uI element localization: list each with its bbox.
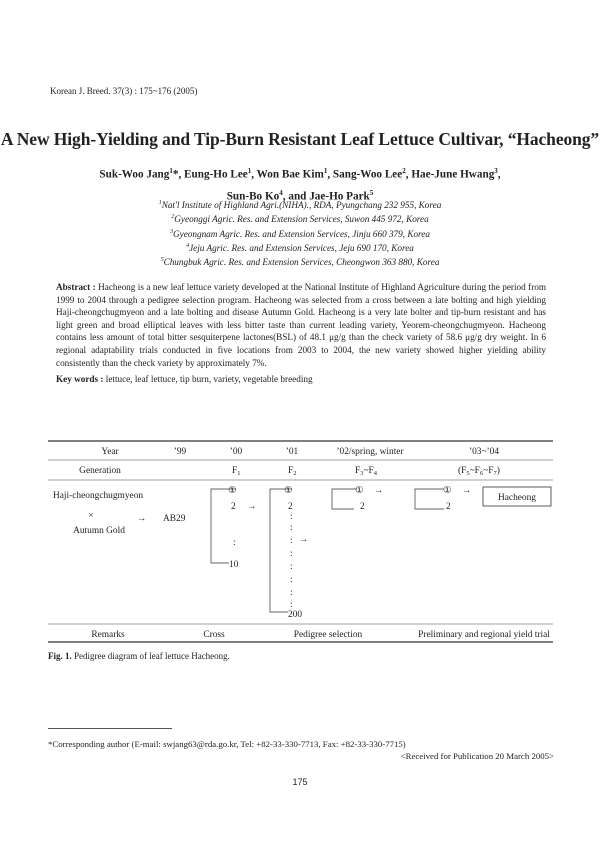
generation-f1 [232,466,240,477]
dot-colon: : [290,512,293,522]
abstract-label: Abstract : [56,282,96,292]
dot-colon: : [290,523,293,533]
journal-citation: Korean J. Breed. 37(3) : 175~176 (2005) [50,86,198,96]
gen-sub: 2 [293,470,297,477]
year-header: Year [101,447,119,457]
dot-colon: : [290,549,293,559]
abstract-text: Hacheong is a new leaf lettuce variety developed at the National Institute of Highland Agriculture during the period from 1999 to 2004 through a pedigree selection program. Hacheong was selected from a cross between a late bolting and high yielding Haji-cheongchugmyeon and a late bolting and disease Autumn Gold. Hacheong is a very late bolter and tip-burn resistant and has light green and broad elliptical leaves with less bitter taste than current leading variety, Yeorem-cheongchugmyeon. Hacheong contains less amount of total bitter sesquiterpene lactones(BSL) of 48.1 μg/g than the check variety of 58.6 μg/g dry weight. In 6 regional adaptability trials conducted in five locations from 2003 to 2004, the new variety showed higher yielding ability consistently than the check variety by approximately 7%. [56,282,546,368]
affil-number: 2 [171,214,175,221]
footnote-rule [48,728,172,729]
keywords-text: lettuce, leaf lettuce, tip burn, variety, vegetable breeding [103,374,313,384]
caption-label: Fig. 1. [48,651,72,661]
cross-arrow: → [137,514,147,524]
bracket-f1 [211,489,236,563]
gen-letter: ~F [363,466,374,476]
author: Suk-Woo Jang [99,168,170,181]
line-10: 10 [229,560,239,570]
selection-circle-one: ① [284,486,293,496]
line-2: 2 [288,502,293,512]
selection-circle-one: ① [228,486,237,496]
ellipsis-colon: : [233,538,236,548]
remarks-cross: Cross [203,630,225,640]
parent-haji: Haji-cheongchugmyeon [53,491,144,501]
gen-letter: (F [458,466,467,476]
gen-sub: 6 [479,470,484,477]
author-separator: , and [282,190,310,203]
arrow: → [462,486,472,496]
gen-letter: ~F [469,466,480,476]
author-affil-mark: 4 [279,188,283,197]
author-affil-mark: 1 [247,167,252,175]
author-separator: , [327,168,333,181]
cross-result-ab29: AB29 [163,514,186,524]
dot-colon: : [290,600,293,610]
author: Eung-Ho Lee [184,168,248,181]
page-number: 175 [292,777,308,787]
author-separator: *, [172,168,185,181]
affil-text: Nat'l Institute of Highland Agri.(NIHA)., RDA, Pyungchang 232 955, Korea [161,200,442,211]
line-2: 2 [446,502,451,512]
remarks-pedigree: Pedigree selection [293,630,363,640]
year-00: ’00 [229,447,243,457]
gen-sub: 3 [360,470,364,477]
year-01: ’01 [285,447,299,457]
caption-text: Pedigree diagram of leaf lettuce Hacheong. [71,651,230,661]
year-03-04: ’03~’04 [468,447,500,457]
gen-sub: 7 [493,470,497,477]
dotted-ellipsis [290,512,293,610]
generation-f2 [288,466,296,477]
author-affil-mark: 1 [323,167,328,175]
author: Sun-Bo Ko [226,190,280,203]
gen-letter: F [355,466,361,476]
remarks-trial: Preliminary and regional yield trial [418,630,550,640]
author-separator: , [497,168,501,181]
parent-autumn-gold: Autumn Gold [73,526,125,536]
author: Hae-June Hwang [411,168,495,181]
generation-f3-f4 [355,466,378,477]
year-99: ’99 [173,447,187,457]
affil-number: 3 [170,228,174,235]
paper-title: A New High-Yielding and Tip-Burn Resistant Leaf Lettuce Cultivar, “Hacheong” [0,129,600,149]
author-separator: , [251,168,257,181]
gen-letter: ~F [483,466,494,476]
dot-colon: : [290,562,293,572]
gen-letter: ) [496,466,500,476]
arrow: → [247,502,257,512]
affil-text: Chungbuk Agric. Res. and Extension Services, Cheongwon 363 880, Korea [163,257,440,268]
dot-colon: : [290,588,293,598]
author: Won Bae Kim [256,168,324,181]
line-2: 2 [360,502,365,512]
gen-letter: F [232,466,238,476]
author-affil-mark: 2 [402,167,406,175]
affil-text: Gyeongnam Agric. Res. and Extension Services, Jinju 660 379, Korea [173,228,430,239]
affil-text: Gyeonggi Agric. Res. and Extension Services, Suwon 445 972, Korea [174,214,429,225]
figure-caption [48,651,230,661]
author: Jae-Ho Park [309,190,370,203]
arrow: → [299,535,309,545]
dot-colon: : [290,536,293,546]
remarks-header: Remarks [91,630,125,640]
author: Sang-Woo Lee [332,168,403,181]
gen-sub: 5 [466,470,470,477]
author-affil-mark: 1 [169,167,173,175]
gen-sub: 4 [373,470,378,477]
keywords-label: Key words : [56,374,104,384]
hacheong-label: Hacheong [497,493,537,503]
generation-f5-f7 [458,465,500,477]
corresponding-author-footnote: *Corresponding author (E-mail: swjang63@rda.go.kr, Tel: +82-33-330-7713, Fax: +82-33-330-7715) [48,739,406,749]
affil-text: Jeju Agric. Res. and Extension Services, Jeju 690 170, Korea [189,242,414,253]
affil-number: 4 [186,242,190,249]
received-date: <Received for Publication 20 March 2005> [400,751,554,761]
author-affil-mark: 3 [494,167,498,175]
author-affil-mark: 5 [369,188,374,197]
selection-circle-one: ① [355,486,364,496]
author-separator: , [405,168,412,181]
arrow: → [374,486,384,496]
line-200: 200 [288,610,303,620]
bracket-f5 [415,489,444,509]
cross-symbol: × [88,511,94,521]
affil-number: 5 [160,257,164,264]
gen-sub: 1 [237,470,241,477]
gen-letter: F [288,466,294,476]
generation-header: Generation [79,466,121,476]
line-2: 2 [231,502,236,512]
dot-colon: : [290,575,293,585]
bracket-f3 [332,489,357,509]
year-02: ’02/spring, winter [336,447,404,457]
selection-circle-one: ① [443,486,452,496]
affil-number: 1 [158,200,162,206]
